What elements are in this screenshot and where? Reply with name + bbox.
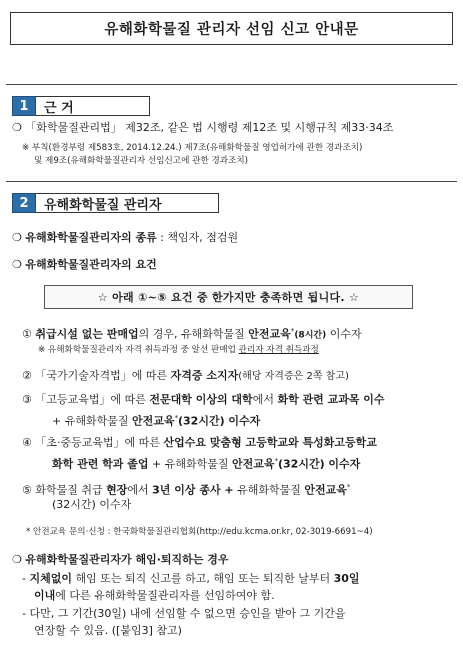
- hollow-circle-bullet-icon: ❍: [12, 231, 22, 244]
- law-basis-text: 「화학물질관리법」 제32조, 같은 법 시행령 제12조 및 시행규칙 제33·34조: [25, 121, 394, 134]
- section-divider: [6, 84, 457, 85]
- manager-requirements: [12, 258, 157, 272]
- requirement-item-4-line2: 화학 관련 학과 졸업 + 유해화학물질 안전교육*(32시간) 이수자: [52, 457, 361, 471]
- manager-requirements-label: 유해화학물질관리자의 요건: [25, 258, 157, 271]
- requirement-notice-box: ☆ 아래 ①~⑤ 요건 중 한가지만 충족하면 됩니다. ☆: [44, 285, 413, 309]
- section-1-bullet: [12, 121, 393, 135]
- dismissal-rule-1: - 지체없이 해임 또는 퇴직 신고를 하고, 해임 또는 퇴직한 날부터 30일: [22, 572, 360, 585]
- section-1-note-line1: ※ 부칙(환경부령 제583호, 2014.12.24.) 제7조(유해화학물질 영업허가에 관한 경과조치): [22, 143, 363, 153]
- section-1-heading: 근 거: [36, 96, 150, 116]
- requirement-item-2: ② 「국가기술자격법」에 따른 자격증 소지자(해당 자격증은 2쪽 참고): [22, 369, 349, 382]
- dismissal-rule-2-line2: 연장할 수 있음. ([붙임3] 참고): [34, 624, 182, 637]
- requirement-item-4: ④ 「초·중등교육법」에 따른 산업수요 맞춤형 고등학교와 특성화고등학교: [22, 436, 377, 449]
- education-inquiry-footnote: * 안전교육 문의·신청 : 한국화학물질관리협회(http://edu.kcma.or.kr, 02-3019-6691~4): [26, 527, 373, 537]
- section-2-number: 2: [12, 193, 36, 213]
- requirement-item-3: ③ 「고등교육법」에 따른 전문대학 이상의 대학에서 화학 관련 교과목 이수: [22, 393, 385, 406]
- section-divider: [6, 181, 457, 182]
- requirement-item-5: ⑤ 화학물질 취급 현장에서 3년 이상 종사 + 유해화학물질 안전교육*: [22, 483, 351, 497]
- section-1-number: 1: [12, 96, 36, 116]
- hollow-circle-bullet-icon: ❍: [12, 553, 22, 566]
- manager-kinds-value: : 책임자, 점검원: [156, 231, 239, 244]
- requirement-item-1: ① 취급시설 없는 판매업의 경우, 유해화학물질 안전교육*(8시간) 이수자: [22, 327, 362, 341]
- hollow-circle-bullet-icon: ❍: [12, 258, 22, 271]
- manager-kinds-label: 유해화학물질관리자의 종류: [25, 231, 157, 244]
- requirement-item-3-line2: + 유해화학물질 안전교육*(32시간) 이수자: [52, 414, 261, 428]
- hollow-circle-bullet-icon: ❍: [12, 121, 22, 134]
- page-title: 유해화학물질 관리자 선임 신고 안내문: [10, 12, 453, 45]
- requirement-item-5-line2: (32시간) 이수자: [52, 498, 132, 511]
- section-2-heading: 유해화학물질 관리자: [36, 193, 219, 213]
- dismissal-rule-2: - 다만, 그 기간(30일) 내에 선임할 수 없으면 승인을 받아 그 기간을: [22, 607, 346, 620]
- section-1-note-line2: 및 제9조(유해화학물질관리자 선임신고에 관한 경과조치): [34, 156, 249, 166]
- manager-kinds: [12, 231, 238, 245]
- dismissal-heading: ❍ 유해화학물질관리자가 해임·퇴직하는 경우: [12, 553, 229, 566]
- requirement-item-1-note: ※ 유해화학물질관리자 자격 취득과정 중 알선 판매업 관리자 자격 취득과정: [38, 345, 319, 355]
- dismissal-rule-1-line2: 이내에 다른 유해화학물질관리자를 선임하여야 함.: [34, 589, 275, 602]
